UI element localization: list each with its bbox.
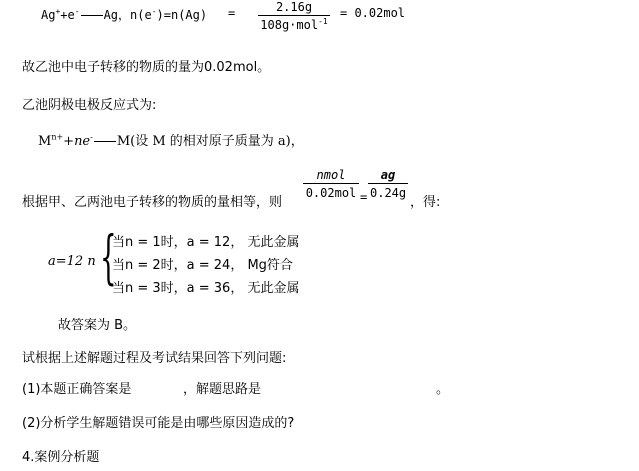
left-brace-icon: { [100,223,117,291]
section-heading: 4.案例分析题 [22,450,100,465]
metal-product: M [116,134,131,149]
question-1-part-b: ，解题思路是 [183,382,262,397]
fraction-numerator: 2.16g [275,0,313,14]
plus-electron: +e- [60,7,80,22]
question-1-part-a: (1)本题正确答案是 [22,382,132,397]
transfer-statement: 故乙池中电子转移的物质的量为0.02mol。 [22,60,271,75]
fraction-numerator: ag [380,168,396,182]
answer-line: 故答案为 B。 [58,318,137,333]
silver-product: Ag [103,8,119,22]
cathode-equation [38,130,304,149]
equals-sign-2: = [360,190,368,204]
result-value: = 0.02mol [340,6,406,20]
question-1-end: 。 [436,382,450,397]
silver-ion: Ag+ [41,7,61,22]
fraction-numerator: nmol [316,168,346,182]
case-row: 当n = 2时，a = 24， Mg符合 [112,258,293,273]
plus-n-electrons: +ne- [63,132,93,149]
reaction-arrow [81,15,103,16]
question-2: (2)分析学生解题错误可能是由哪些原因造成的? [22,416,295,431]
mass-fraction [368,168,408,200]
fraction-denominator: 0.02mol [303,183,359,200]
equality-statement-prefix: 根据甲、乙两池电子转移的物质的量相等，则 [22,195,283,210]
question-intro: 试根据上述解题过程及考试结果回答下列问题: [22,351,287,366]
silver-reduction-line [41,6,207,23]
metal-ion: $M^{n+}$ [38,132,64,149]
fraction-denominator: 108g·mol$^{-1}$ [258,15,330,32]
mole-relation: ，n(e-)=n(Ag) [118,7,208,22]
silver-mole-fraction [258,0,330,32]
electron-fraction [303,168,359,200]
mass-relation: a=12 n [48,254,96,269]
equality-statement-suffix: ，得: [410,195,441,210]
cathode-arrow [94,141,116,142]
fraction-denominator: 0.24g [368,183,408,200]
cathode-intro: 乙池阴极电极反应式为: [22,98,157,113]
case-row: 当n = 1时，a = 12， 无此金属 [112,235,300,250]
atomic-mass-note: (设 M 的相对原子质量为 a)， [130,134,304,149]
equals-sign-1: = [228,6,236,20]
case-row: 当n = 3时，a = 36， 无此金属 [112,281,300,296]
